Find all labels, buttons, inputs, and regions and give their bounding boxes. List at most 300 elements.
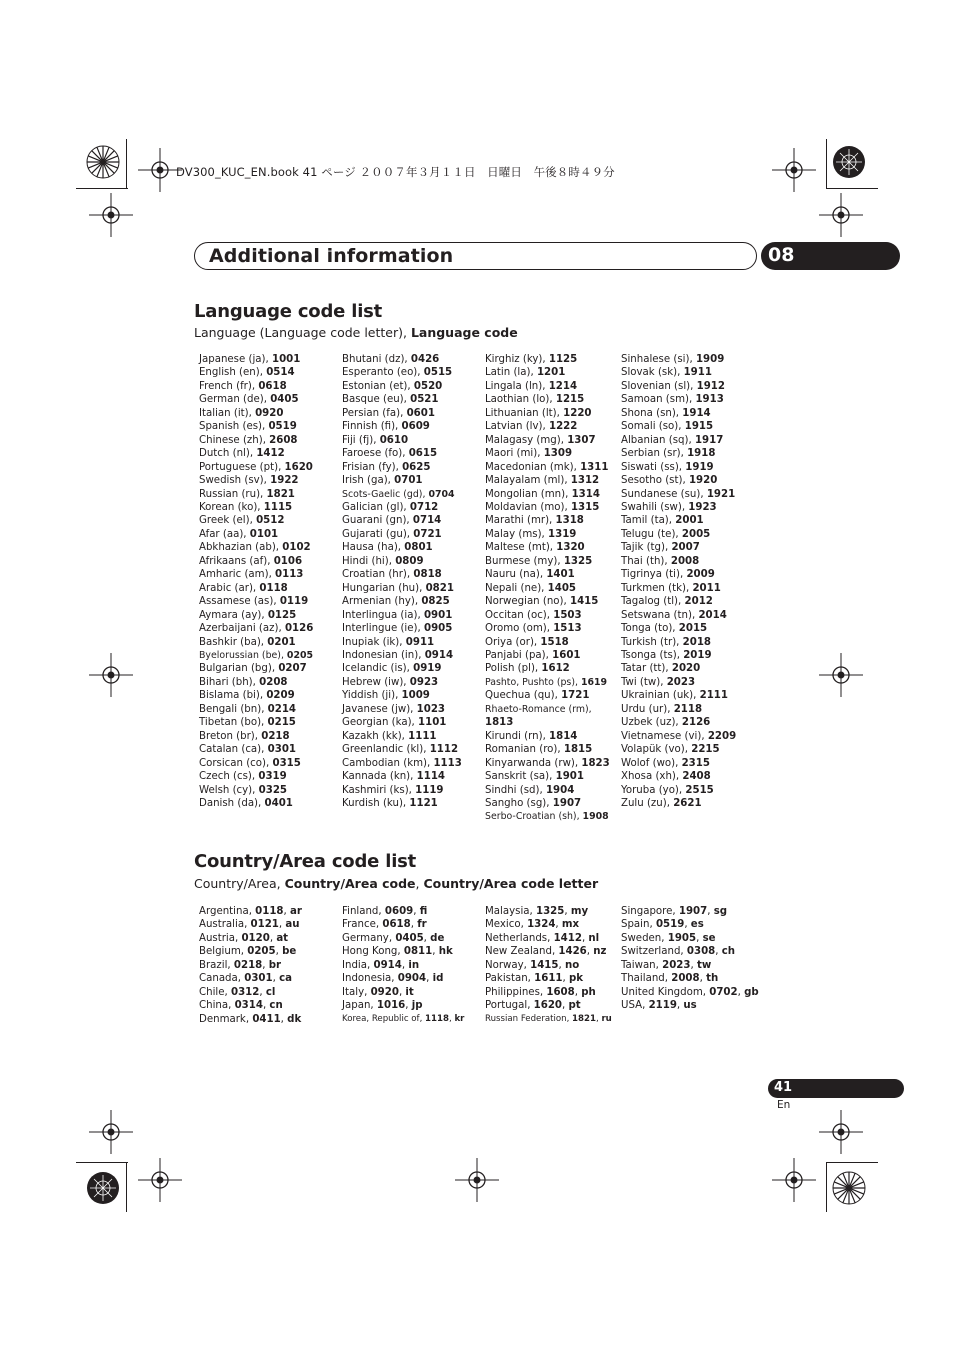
country-entry: Japan, 1016, jp bbox=[342, 1000, 423, 1012]
country-code-letter: fi bbox=[419, 906, 428, 917]
country-entry: Mexico, 1324, mx bbox=[485, 919, 580, 931]
radial-star-target-icon bbox=[832, 1171, 866, 1205]
language-entry bbox=[199, 514, 313, 527]
language-entry bbox=[621, 622, 736, 635]
language-entry bbox=[199, 676, 313, 689]
country-code: 0118 bbox=[255, 906, 284, 917]
country-code: 0312 bbox=[230, 986, 260, 998]
language-entry bbox=[342, 555, 462, 568]
country-code: 1118 bbox=[425, 1013, 449, 1024]
language-entry bbox=[621, 407, 736, 420]
language-code: 2608 bbox=[269, 434, 298, 446]
language-name: Russian (ru), bbox=[199, 488, 267, 500]
language-entry bbox=[199, 501, 313, 514]
language-code: 0519 bbox=[268, 421, 297, 433]
language-entry bbox=[342, 622, 462, 635]
language-name: Slovenian (sl), bbox=[621, 380, 697, 392]
language-code: 0209 bbox=[266, 690, 295, 702]
language-entry bbox=[199, 541, 313, 554]
language-entry bbox=[342, 380, 462, 393]
language-code: 0426 bbox=[410, 354, 440, 365]
language-name: Tamil (ta), bbox=[621, 515, 676, 527]
language-code: 1222 bbox=[549, 421, 578, 433]
language-name: Pashto, Pushto (ps), bbox=[485, 676, 581, 688]
country-entry: Australia, 0121, au bbox=[199, 919, 300, 931]
language-code: 2007 bbox=[671, 542, 700, 554]
language-entry bbox=[342, 528, 462, 541]
language-code: 0821 bbox=[425, 582, 454, 594]
language-name: Icelandic (is), bbox=[342, 663, 414, 675]
language-entry bbox=[199, 703, 313, 716]
language-code: 1601 bbox=[552, 649, 581, 661]
crosshair-circle-icon bbox=[772, 1158, 816, 1202]
language-code: 1921 bbox=[706, 488, 736, 500]
language-entry bbox=[199, 353, 313, 366]
language-name: Corsican (co), bbox=[199, 757, 273, 769]
country-name: USA, bbox=[621, 1000, 649, 1012]
language-name: Galician (gl), bbox=[342, 501, 410, 513]
language-code: 1823 bbox=[581, 757, 610, 769]
language-name: Greenlandic (kl), bbox=[342, 744, 430, 756]
language-name: Bhutani (dz), bbox=[342, 354, 411, 365]
language-name: Kinyarwanda (rw), bbox=[485, 757, 582, 769]
language-code: 0113 bbox=[275, 569, 304, 581]
language-code: 1612 bbox=[541, 663, 570, 675]
language-name: Tatar (tt), bbox=[621, 663, 672, 675]
language-code: 0801 bbox=[404, 542, 433, 554]
language-name: Laothian (lo), bbox=[485, 394, 556, 406]
page-number: 41 bbox=[774, 1080, 793, 1095]
language-name: Japanese (ja), bbox=[199, 354, 272, 365]
language-code: 1023 bbox=[416, 703, 446, 715]
crop-line bbox=[76, 188, 128, 189]
language-name: Inupiak (ik), bbox=[342, 636, 406, 648]
language-entry bbox=[485, 434, 610, 447]
crosshair-circle-icon bbox=[772, 148, 816, 192]
language-code: 1009 bbox=[401, 690, 430, 702]
country-code: 0609 bbox=[384, 906, 414, 917]
language-entry bbox=[621, 649, 736, 662]
language-code: 2009 bbox=[686, 569, 715, 581]
language-name: Uzbek (uz), bbox=[621, 717, 682, 729]
language-entry bbox=[485, 797, 610, 810]
language-entry bbox=[485, 353, 610, 366]
language-entry bbox=[621, 609, 736, 622]
language-name: Xhosa (xh), bbox=[621, 771, 683, 783]
country-column bbox=[199, 905, 302, 1026]
language-name: Welsh (cy), bbox=[199, 784, 259, 796]
language-name: Byelorussian (be), bbox=[199, 649, 287, 661]
language-code: 0901 bbox=[423, 609, 453, 621]
language-name: Spanish (es), bbox=[199, 421, 269, 433]
country-code-letter: es bbox=[690, 919, 704, 931]
language-name: Afar (aa), bbox=[199, 528, 250, 540]
language-entry bbox=[342, 636, 462, 649]
language-code: 1518 bbox=[540, 636, 569, 648]
country-name: Brazil, bbox=[199, 959, 234, 971]
country-code: 0405 bbox=[395, 932, 424, 944]
language-code: 0215 bbox=[267, 717, 296, 729]
language-entry bbox=[621, 474, 736, 487]
country-code: 1907 bbox=[678, 906, 708, 917]
language-code: 0712 bbox=[409, 501, 439, 513]
language-entry bbox=[342, 716, 462, 729]
language-name: Kannada (kn), bbox=[342, 771, 417, 783]
language-code: 1312 bbox=[570, 475, 600, 487]
language-name: Malagasy (mg), bbox=[485, 434, 568, 446]
language-name: English (en), bbox=[199, 367, 267, 379]
language-code: 0914 bbox=[424, 649, 454, 661]
country-entry: Canada, 0301, ca bbox=[199, 973, 293, 985]
country-name: Norway, bbox=[485, 959, 531, 971]
language-name: Turkish (tr), bbox=[621, 636, 683, 648]
language-name: Macedonian (mk), bbox=[485, 461, 581, 473]
language-name: Romanian (ro), bbox=[485, 744, 564, 756]
language-entry bbox=[199, 393, 313, 406]
language-entry bbox=[621, 447, 736, 460]
language-entry bbox=[342, 609, 462, 622]
language-code: 1922 bbox=[270, 475, 299, 487]
language-name: Twi (tw), bbox=[621, 676, 667, 688]
language-entry bbox=[621, 514, 736, 527]
page-language: En bbox=[777, 1099, 791, 1111]
language-name: French (fr), bbox=[199, 380, 259, 392]
language-entry bbox=[199, 649, 313, 662]
language-code: 1111 bbox=[408, 730, 437, 742]
language-code: 1113 bbox=[433, 757, 462, 769]
language-name: Tonga (to), bbox=[621, 623, 679, 635]
crosshair-circle-icon bbox=[89, 1110, 133, 1154]
country-name: Thailand, bbox=[621, 973, 672, 985]
language-name: Maori (mi), bbox=[485, 448, 544, 460]
crop-line bbox=[826, 139, 827, 189]
language-name: Latin (la), bbox=[485, 367, 537, 379]
language-name: Shona (sn), bbox=[621, 407, 683, 419]
country-code: 2023 bbox=[662, 959, 691, 971]
language-name: Assamese (as), bbox=[199, 596, 280, 608]
language-entry bbox=[199, 528, 313, 541]
country-code-letter: dk bbox=[287, 1013, 302, 1025]
crop-line bbox=[126, 1162, 127, 1212]
crosshair-circle-icon bbox=[89, 653, 133, 697]
language-name: Bengali (bn), bbox=[199, 703, 268, 715]
language-entry bbox=[621, 757, 736, 770]
language-code: 1415 bbox=[570, 596, 599, 608]
language-code: 0102 bbox=[282, 542, 311, 554]
language-name: Kashmiri (ks), bbox=[342, 784, 416, 796]
language-code: 0325 bbox=[258, 784, 287, 796]
language-code: 1918 bbox=[687, 448, 716, 460]
language-entry bbox=[485, 810, 610, 823]
country-code-letter: gb bbox=[744, 986, 759, 998]
crop-line bbox=[826, 1162, 827, 1212]
language-code: 1401 bbox=[546, 569, 575, 581]
language-entry bbox=[199, 609, 313, 622]
language-entry bbox=[199, 757, 313, 770]
country-column bbox=[342, 905, 464, 1026]
language-name: Rhaeto-Romance (rm), bbox=[485, 703, 592, 715]
language-code: 0911 bbox=[405, 636, 435, 648]
language-name: Swahili (sw), bbox=[621, 501, 689, 513]
language-entry bbox=[485, 622, 610, 635]
country-code-letter: se bbox=[702, 932, 716, 944]
country-code: 0120 bbox=[241, 932, 270, 944]
language-code: 0521 bbox=[410, 394, 439, 406]
country-code-letter: au bbox=[285, 919, 300, 931]
language-entry bbox=[485, 757, 610, 770]
country-code-letter: pk bbox=[568, 973, 584, 985]
language-entry bbox=[621, 797, 736, 810]
language-entry bbox=[485, 662, 610, 675]
country-section-subtitle: Country/Area, Country/Area code, Country/Area code letter bbox=[194, 876, 599, 891]
chapter-number-badge bbox=[761, 242, 900, 270]
language-name: Bislama (bi), bbox=[199, 690, 267, 702]
language-entry bbox=[199, 689, 313, 702]
language-entry bbox=[199, 447, 313, 460]
country-entry: Argentina, 0118, ar bbox=[199, 906, 302, 917]
country-entry: Netherlands, 1412, nl bbox=[485, 932, 600, 944]
country-code-letter: sg bbox=[713, 906, 728, 917]
language-code: 0515 bbox=[423, 367, 453, 379]
language-name: Latvian (lv), bbox=[485, 421, 549, 433]
language-name: Malayalam (ml), bbox=[485, 475, 571, 487]
language-code: 1320 bbox=[556, 542, 585, 554]
country-entry: Denmark, 0411, dk bbox=[199, 1013, 302, 1025]
country-code: 0308 bbox=[686, 946, 716, 958]
language-code: 1620 bbox=[284, 461, 313, 473]
country-code-letter: us bbox=[683, 1000, 697, 1012]
country-code: 2119 bbox=[648, 1000, 677, 1012]
language-entry bbox=[621, 743, 736, 756]
language-name: Afrikaans (af), bbox=[199, 555, 274, 567]
language-code: 2111 bbox=[699, 690, 728, 702]
language-name: Arabic (ar), bbox=[199, 582, 260, 594]
language-name: Marathi (mr), bbox=[485, 515, 556, 527]
country-name: Spain, bbox=[621, 919, 656, 931]
country-name: United Kingdom, bbox=[621, 986, 710, 998]
language-code: 0125 bbox=[267, 609, 297, 621]
language-column bbox=[621, 353, 736, 810]
language-code: 1201 bbox=[536, 367, 566, 379]
country-code-letter: ca bbox=[279, 973, 293, 985]
language-code: 1513 bbox=[553, 623, 582, 635]
language-code: 1114 bbox=[416, 771, 445, 783]
language-code: 2005 bbox=[681, 528, 711, 540]
country-code-letter: in bbox=[408, 959, 420, 971]
language-entry bbox=[199, 420, 313, 433]
crosshair-circle-icon bbox=[455, 1158, 499, 1202]
language-name: Sundanese (su), bbox=[621, 488, 707, 500]
country-code: 0314 bbox=[234, 1000, 263, 1012]
language-code: 2209 bbox=[707, 730, 737, 742]
language-entry bbox=[621, 568, 736, 581]
country-code: 0121 bbox=[250, 919, 279, 931]
language-code: 2015 bbox=[678, 623, 708, 635]
language-entry bbox=[342, 501, 462, 514]
country-entry: Belgium, 0205, be bbox=[199, 946, 297, 958]
country-name: Sweden, bbox=[621, 932, 668, 944]
language-name: Tsonga (ts), bbox=[621, 649, 684, 661]
language-code: 2018 bbox=[682, 636, 712, 648]
country-entry: Portugal, 1620, pt bbox=[485, 1000, 581, 1012]
language-entry bbox=[199, 366, 313, 379]
language-name: Norwegian (no), bbox=[485, 596, 570, 608]
country-entry: Brazil, 0218, br bbox=[199, 959, 282, 971]
language-entry bbox=[199, 407, 313, 420]
country-entry: Spain, 0519, es bbox=[621, 919, 704, 931]
language-entry bbox=[485, 582, 610, 595]
language-entry bbox=[342, 770, 462, 783]
language-entry bbox=[621, 703, 736, 716]
language-entry bbox=[621, 541, 736, 554]
language-code: 1914 bbox=[682, 407, 711, 419]
language-entry bbox=[485, 514, 610, 527]
language-entry bbox=[342, 568, 462, 581]
language-name: Ukrainian (uk), bbox=[621, 690, 700, 702]
country-name: Indonesia, bbox=[342, 973, 398, 985]
language-code: 2020 bbox=[671, 663, 701, 675]
language-entry bbox=[621, 582, 736, 595]
country-code: 1325 bbox=[536, 906, 565, 917]
language-entry bbox=[485, 703, 610, 716]
language-code: 1215 bbox=[555, 394, 585, 406]
language-name: Lingala (ln), bbox=[485, 380, 549, 392]
radial-star-target-icon bbox=[832, 145, 866, 179]
country-code: 1608 bbox=[546, 986, 575, 998]
language-code: 1503 bbox=[553, 609, 582, 621]
crosshair-circle-icon bbox=[819, 653, 863, 697]
radial-star-target-icon bbox=[86, 1171, 120, 1205]
language-entry bbox=[485, 407, 610, 420]
language-name: Javanese (jw), bbox=[342, 703, 417, 715]
language-code: 0625 bbox=[402, 461, 431, 473]
language-name: Kirundi (rn), bbox=[485, 730, 550, 742]
language-code: 0809 bbox=[395, 555, 424, 567]
language-code: 1314 bbox=[571, 488, 600, 500]
language-name: Tagalog (tl), bbox=[621, 596, 685, 608]
country-code: 1905 bbox=[667, 932, 697, 944]
language-name: Abkhazian (ab), bbox=[199, 542, 283, 554]
country-name: Switzerland, bbox=[621, 946, 687, 958]
language-name: Telugu (te), bbox=[621, 528, 682, 540]
language-name: Guarani (gn), bbox=[342, 515, 413, 527]
country-name: Chile, bbox=[199, 986, 231, 998]
language-code: 2023 bbox=[666, 676, 696, 688]
language-code: 0512 bbox=[256, 515, 285, 527]
language-entry bbox=[342, 461, 462, 474]
country-code: 1611 bbox=[534, 973, 563, 985]
country-name: India, bbox=[342, 959, 374, 971]
language-entry bbox=[342, 730, 462, 743]
language-code: 0119 bbox=[279, 596, 309, 608]
language-code: 0704 bbox=[428, 488, 455, 500]
language-entry bbox=[621, 434, 736, 447]
language-section-title: Language code list bbox=[194, 301, 383, 322]
language-code: 1919 bbox=[685, 461, 714, 473]
language-name: Portuguese (pt), bbox=[199, 461, 285, 473]
language-entry bbox=[342, 784, 462, 797]
language-code: 2118 bbox=[673, 703, 703, 715]
language-name: Italian (it), bbox=[199, 407, 256, 419]
language-code: 1315 bbox=[570, 501, 600, 513]
language-name: Basque (eu), bbox=[342, 394, 411, 406]
language-name: Sinhalese (si), bbox=[621, 354, 696, 365]
country-entry: Germany, 0405, de bbox=[342, 932, 445, 944]
language-entry bbox=[199, 582, 313, 595]
country-code: 1324 bbox=[527, 919, 556, 931]
country-name: Australia, bbox=[199, 919, 251, 931]
language-name: Sangho (sg), bbox=[485, 797, 553, 809]
radial-star-target-icon bbox=[86, 145, 120, 179]
language-entry bbox=[199, 743, 313, 756]
language-entry bbox=[342, 407, 462, 420]
language-code: 1911 bbox=[683, 367, 712, 379]
language-entry bbox=[621, 488, 736, 501]
language-name: Nauru (na), bbox=[485, 569, 547, 581]
country-code-letter: ru bbox=[601, 1013, 612, 1024]
country-entry: Pakistan, 1611, pk bbox=[485, 973, 584, 985]
language-code: 1325 bbox=[563, 555, 593, 567]
language-entry bbox=[621, 730, 736, 743]
language-entry bbox=[485, 676, 610, 689]
language-entry bbox=[485, 716, 610, 729]
language-code: 1721 bbox=[561, 690, 590, 702]
language-entry bbox=[485, 636, 610, 649]
language-entry bbox=[199, 662, 313, 675]
language-code: 1318 bbox=[555, 515, 584, 527]
language-code: 0205 bbox=[286, 649, 314, 661]
country-name: China, bbox=[199, 1000, 235, 1012]
country-column bbox=[485, 905, 612, 1026]
language-name: Estonian (et), bbox=[342, 380, 414, 392]
country-entry: USA, 2119, us bbox=[621, 1000, 697, 1012]
country-entry: Austria, 0120, at bbox=[199, 932, 289, 944]
language-entry bbox=[199, 488, 313, 501]
language-entry bbox=[485, 555, 610, 568]
country-code-letter: no bbox=[564, 959, 580, 971]
language-code: 1815 bbox=[563, 744, 593, 756]
language-entry bbox=[199, 568, 313, 581]
language-entry bbox=[199, 595, 313, 608]
country-code-letter: ch bbox=[721, 946, 736, 958]
language-code: 2008 bbox=[670, 555, 700, 567]
language-entry bbox=[342, 393, 462, 406]
language-code: 0919 bbox=[413, 663, 442, 675]
language-code: 1112 bbox=[429, 744, 459, 756]
country-entry: Indonesia, 0904, id bbox=[342, 973, 444, 985]
country-name: Russian Federation, bbox=[485, 1013, 573, 1024]
language-entry bbox=[485, 366, 610, 379]
language-code: 0618 bbox=[258, 380, 287, 392]
language-entry bbox=[485, 784, 610, 797]
print-slug: DV300_KUC_EN.book 41 ページ ２００７年３月１１日 日曜日 午後８時４９分 bbox=[176, 165, 615, 179]
language-name: Czech (cs), bbox=[199, 771, 259, 783]
language-code: 0701 bbox=[394, 475, 423, 487]
language-name: Croatian (hr), bbox=[342, 569, 414, 581]
country-code: 0702 bbox=[709, 986, 738, 998]
country-name: Japan, bbox=[342, 1000, 377, 1012]
language-code: 1412 bbox=[256, 448, 285, 460]
country-name: Finland, bbox=[342, 906, 385, 917]
language-entry bbox=[621, 353, 736, 366]
language-entry bbox=[485, 649, 610, 662]
country-code: 0914 bbox=[373, 959, 402, 971]
country-code: 0205 bbox=[247, 946, 276, 958]
language-entry bbox=[199, 716, 313, 729]
language-code: 0714 bbox=[412, 515, 442, 527]
language-code: 1912 bbox=[696, 380, 725, 392]
language-code: 1904 bbox=[545, 784, 575, 796]
